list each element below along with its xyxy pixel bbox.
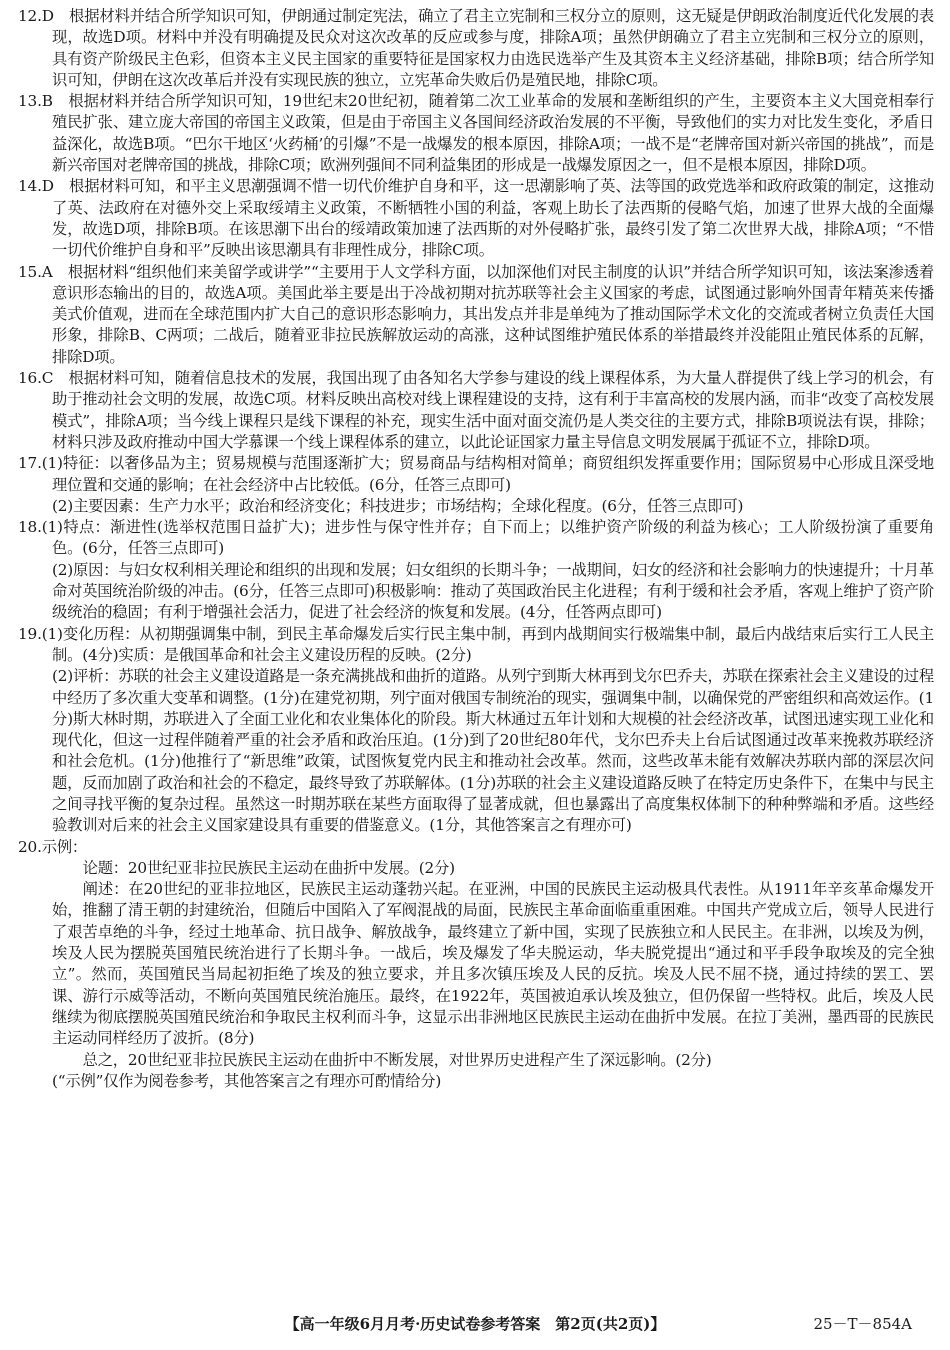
answer-16	[18, 368, 934, 453]
answer-13-text: 13.B 根据材料并结合所学知识可知，19世纪末20世纪初，随着第二次工业革命的发展和垄断组织的产生，主要资本主义大国竞相奉行殖民扩张、建立庞大帝国的帝国主义政策，但是由于帝国主义各国间经济政治发展的不平衡，导致他们的实力对比发生变化，矛盾日益深化，故选B项。“巴尔干地区‘火药桶’的引爆”不是一战爆发的根本原因，排除A项；一战不是“老牌帝国对新兴帝国的挑战”，而是新兴帝国对老牌帝国的挑战，排除C项；欧洲列强间不同利益集团的形成是一战爆发原因之一，但不是根本原因，排除D项。	[18, 92, 934, 175]
answer-18	[18, 517, 934, 623]
answer-18-part1: 18.(1)特点：渐进性(选举权范围日益扩大)；进步性与保守性并存；自下而上；以维护资产阶级的利益为核心；工人阶级扮演了重要角色。(6分，任答三点即可)	[18, 518, 934, 558]
answer-20	[18, 837, 934, 1093]
answer-13	[18, 91, 934, 176]
answer-20-heading: 20.示例：	[18, 837, 88, 856]
answer-17-part1: 17.(1)特征：以奢侈品为主；贸易规模与范围逐渐扩大；贸易商品与结构相对简单；商贸组织发挥重要作用；国际贸易中心形成且深受地理位置和交通的影响；在社会经济中占比较低。(6分，任答三点即可)	[18, 454, 934, 494]
answer-14	[18, 176, 934, 261]
answer-15-text: 15.A 根据材料“组织他们来美留学或讲学”“主要用于人文学科方面，以加深他们对民主制度的认识”并结合所学知识可知，该法案渗透着意识形态输出的目的，故选A项。美国此举主要是出于冷战初期对抗苏联等社会主义国家的考虑，试图通过影响外国青年精英来传播美式价值观，进而在全球范围内扩大自己的意识形态影响力，其出发点并非是单纯为了推动国际学术文化的交流或者树立负责任大国形象，排除B、C两项；二战后，随着亚非拉民族解放运动的高涨，这种试图维护殖民体系的举措最终并没能阻止殖民体系的瓦解，排除D项。	[18, 262, 934, 366]
answer-14-text: 14.D 根据材料可知，和平主义思潮强调不惜一切代价维护自身和平，这一思潮影响了英、法等国的政党选举和政府政策的制定，这推动了英、法政府在对德外交上采取绥靖主义政策，不断牺牲小国的利益，客观上助长了法西斯的侵略气焰，加速了世界大战的全面爆发，故选D项，排除B项。在该思潮下出台的绥靖政策加速了法西斯的对外侵略扩张，最终引发了第二次世界大战，排除A项；“不惜一切代价维护自身和平”反映出该思潮具有非理性成分，排除C项。	[18, 177, 934, 260]
answer-17-part2: (2)主要因素：生产力水平；政治和经济变化；科技进步；市场结构；全球化程度。(6分，任答三点即可)	[52, 496, 744, 515]
footer-code: 25－T－854A	[813, 1315, 912, 1333]
answer-12	[18, 6, 934, 91]
answer-document	[18, 6, 934, 1092]
answer-20-thesis: 论题：20世纪亚非拉民族民主运动在曲折中发展。(2分)	[82, 858, 455, 877]
answer-18-part2: (2)原因：与妇女权利相关理论和组织的出现和发展；妇女组织的长期斗争；一战期间，妇女的经济和社会影响力的快速提升；十月革命对英国统治阶级的冲击。(6分，任答三点即可)积极影响：推动了英国政治民主化进程；有利于缓和社会矛盾，客观上维护了资产阶级统治的稳固；有利于增强社会活力，促进了社会经济的恢复和发展。(4分，任答两点即可)	[52, 560, 934, 622]
page-footer	[0, 1312, 950, 1336]
answer-15	[18, 262, 934, 368]
answer-20-conclusion: 总之，20世纪亚非拉民族民主运动在曲折中不断发展，对世界历史进程产生了深远影响。(2分)	[82, 1050, 712, 1069]
footer-title: 【高一年级6月月考·历史试卷参考答案 第2页(共2页)】	[284, 1315, 666, 1333]
answer-19-part2: (2)评析：苏联的社会主义建设道路是一条充满挑战和曲折的道路。从列宁到斯大林再到戈尔巴乔夫，苏联在探索社会主义建设的过程中经历了多次重大变革和调整。(1分)在建党初期，列宁面对俄国专制统治的现实，强调集中制，以确保党的严密组织和高效运作。(1分)斯大林时期，苏联进入了全面工业化和农业集体化的阶段。斯大林通过五年计划和大规模的社会经济改革，试图迅速实现工业化和现代化，但这一过程伴随着严重的社会矛盾和政治压迫。(1分)到了20世纪80年代，戈尔巴乔夫上台后试图通过改革来挽救苏联经济和社会危机。(1分)他推行了“新思维”政策，试图恢复党内民主和推动社会改革。然而，这些改革未能有效解决苏联内部的深层次问题，反而加剧了政治和社会的不稳定，最终导致了苏联解体。(1分)苏联的社会主义建设道路反映了在特定历史条件下，在集中与民主之间寻找平衡的复杂过程。虽然这一时期苏联在某些方面取得了显著成就，但也暴露出了高度集权体制下的种种弊端和矛盾。这些经验教训对后来的社会主义国家建设具有重要的借鉴意义。(1分，其他答案言之有理亦可)	[52, 667, 934, 835]
answer-19-part1: 19.(1)变化历程：从初期强调集中制，到民主革命爆发后实行民主集中制，再到内战期间实行极端集中制，最后内战结束后实行工人民主制。(4分)实质：是俄国革命和社会主义建设历程的反映。(2分)	[18, 624, 934, 664]
answer-16-text: 16.C 根据材料可知，随着信息技术的发展，我国出现了由各知名大学参与建设的线上课程体系，为大量人群提供了线上学习的机会，有助于推动社会文明的发展，故选C项。材料反映出高校对线上课程建设的支持，这有利于丰富高校的发展内涵，而非“改变了高校发展模式”，排除A项；当今线上课程只是线下课程的补充，现实生活中面对面交流仍是人类交往的主要方式，排除B项说法有误，排除；材料只涉及政府推动中国大学慕课一个线上课程体系的建立，以此论证国家力量主导信息文明发展属于孤证不立，排除D项。	[18, 369, 934, 451]
answer-17	[18, 453, 934, 517]
answer-20-note: (“示例”仅作为阅卷参考，其他答案言之有理亦可酌情给分)	[52, 1071, 442, 1090]
answer-19	[18, 624, 934, 837]
answer-12-text: 12.D 根据材料并结合所学知识可知，伊朗通过制定宪法，确立了君主立宪制和三权分立的原则，这无疑是伊朗政治制度近代化发展的表现，故选D项。材料中并没有明确提及民众对这次改革的反应或参与度，排除A项；虽然伊朗确立了君主立宪制和三权分立的原则，具有资产阶级民主色彩，但资本主义民主国家的重要特征是国家权力由选民选举产生及其资本主义经济基础，排除B项；结合所学知识可知，伊朗在这次改革后并没有实现民族的独立，立宪革命失败后仍是殖民地，排除C项。	[18, 7, 934, 89]
answer-20-elaboration: 阐述：在20世纪的亚非拉地区，民族民主运动蓬勃兴起。在亚洲，中国的民族民主运动极具代表性。从1911年辛亥革命爆发开始，推翻了清王朝的封建统治，但随后中国陷入了军阀混战的局面，民族民主革命面临重重困难。中国共产党成立后，领导人民进行了艰苦卓绝的斗争，经过土地革命、抗日战争、解放战争，最终建立了新中国，实现了民族独立和人民民主。在非洲，以埃及为例，埃及人民为摆脱英国殖民统治进行了长期斗争。一战后，埃及爆发了华夫脱运动，华夫脱党提出“通过和平手段争取埃及的完全独立”。然而，英国殖民当局起初拒绝了埃及的独立要求，并且多次镇压埃及人民的反抗。埃及人民不屈不挠，通过持续的罢工、罢课、游行示威等活动，不断向英国殖民统治施压。最终，在1922年，英国被迫承认埃及独立，但仍保留一些特权。此后，埃及人民继续为彻底摆脱英国殖民统治和争取民主权利而斗争，这显示出非洲地区民族民主运动在曲折中发展。在拉丁美洲，墨西哥的民族民主运动同样经历了波折。(8分)	[52, 880, 934, 1048]
